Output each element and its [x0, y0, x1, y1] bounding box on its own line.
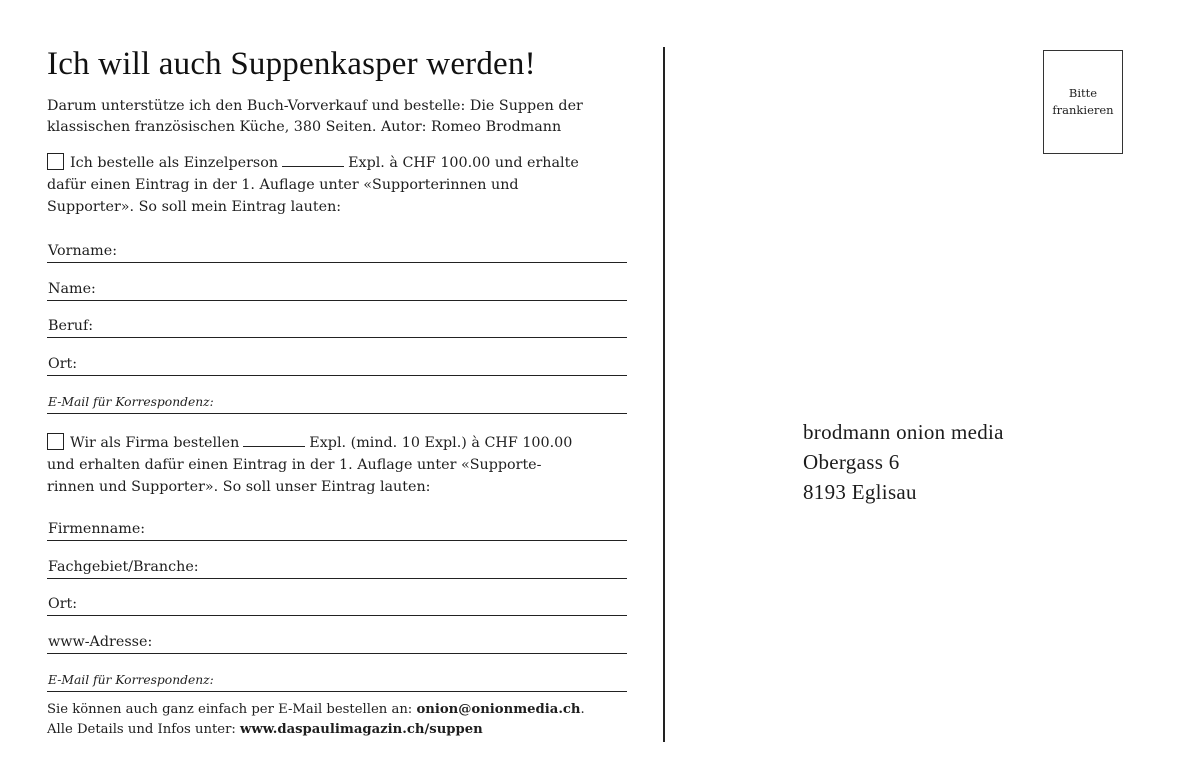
recipient-address — [803, 417, 1004, 507]
stamp-line-2: frankieren — [1052, 103, 1114, 117]
individual-email-field[interactable] — [47, 389, 627, 414]
fachgebiet-field[interactable] — [47, 554, 627, 579]
address-line-2: Obergass 6 — [803, 450, 900, 474]
vorname-label: Vorname: — [48, 243, 118, 259]
beruf-label: Beruf: — [48, 318, 94, 334]
company-email-label: E-Mail für Korrespondenz: — [48, 673, 214, 687]
address-line-3: 8193 Eglisau — [803, 480, 917, 504]
company-quantity-blank[interactable] — [243, 434, 305, 447]
www-adresse-label: www-Adresse: — [48, 634, 153, 650]
individual-label-after: Expl. à CHF 100.00 und erhalte — [348, 155, 579, 171]
individual-option — [47, 152, 647, 218]
card-title: Ich will auch Suppenkasper werden! — [47, 46, 536, 82]
footer-url-intro: Alle Details und Infos unter: — [47, 722, 241, 737]
www-adresse-field[interactable] — [47, 629, 627, 654]
company-label-before: Wir als Firma bestellen — [70, 435, 240, 451]
individual-checkbox[interactable] — [47, 153, 64, 170]
center-divider — [663, 47, 665, 742]
vorname-field[interactable] — [47, 238, 627, 263]
beruf-field[interactable] — [47, 313, 627, 338]
individual-option-line-3: Supporter». So soll mein Eintrag lauten: — [47, 199, 342, 215]
intro-text — [47, 96, 647, 138]
ort-label: Ort: — [48, 356, 78, 372]
firmenname-label: Firmenname: — [48, 521, 146, 537]
ort-field[interactable] — [47, 351, 627, 376]
company-ort-label: Ort: — [48, 596, 78, 612]
footer-email-intro: Sie können auch ganz einfach per E-Mail bestellen an: — [47, 702, 417, 717]
footer-line-1 — [47, 700, 647, 720]
intro-line-2: klassischen französischen Küche, 380 Seiten. Autor: Romeo Brodmann — [47, 119, 562, 135]
firmenname-field[interactable] — [47, 516, 627, 541]
name-label: Name: — [48, 281, 96, 297]
order-email-link[interactable]: onion@onionmedia.ch — [416, 702, 581, 717]
company-option-line-3: rinnen und Supporter». So soll unser Eintrag lauten: — [47, 479, 431, 495]
stamp-box — [1043, 50, 1123, 154]
company-option — [47, 432, 647, 498]
individual-email-label: E-Mail für Korrespondenz: — [48, 395, 214, 409]
footer-line-2 — [47, 720, 647, 740]
stamp-line-1: Bitte — [1068, 86, 1098, 100]
intro-line-1: Darum unterstütze ich den Buch-Vorverkauf und bestelle: Die Suppen der — [47, 98, 583, 114]
company-email-field[interactable] — [47, 667, 627, 692]
individual-option-line-2: dafür einen Eintrag in der 1. Auflage unter «Supporterinnen und — [47, 177, 519, 193]
footer-period: . — [580, 702, 585, 717]
company-option-line-1 — [47, 432, 647, 454]
company-ort-field[interactable] — [47, 591, 627, 616]
individual-quantity-blank[interactable] — [282, 154, 344, 167]
address-line-1: brodmann onion media — [803, 420, 1004, 444]
fachgebiet-label: Fachgebiet/Branche: — [48, 559, 199, 575]
company-option-line-2: und erhalten dafür einen Eintrag in der 1. Auflage unter «Supporte- — [47, 457, 542, 473]
company-label-after: Expl. (mind. 10 Expl.) à CHF 100.00 — [309, 435, 573, 451]
individual-option-line-1 — [47, 152, 647, 174]
website-link[interactable]: www.daspaulimagazin.ch/suppen — [240, 722, 483, 737]
individual-label-before: Ich bestelle als Einzelperson — [70, 155, 279, 171]
name-field[interactable] — [47, 276, 627, 301]
company-checkbox[interactable] — [47, 433, 64, 450]
footer-text — [47, 700, 647, 740]
